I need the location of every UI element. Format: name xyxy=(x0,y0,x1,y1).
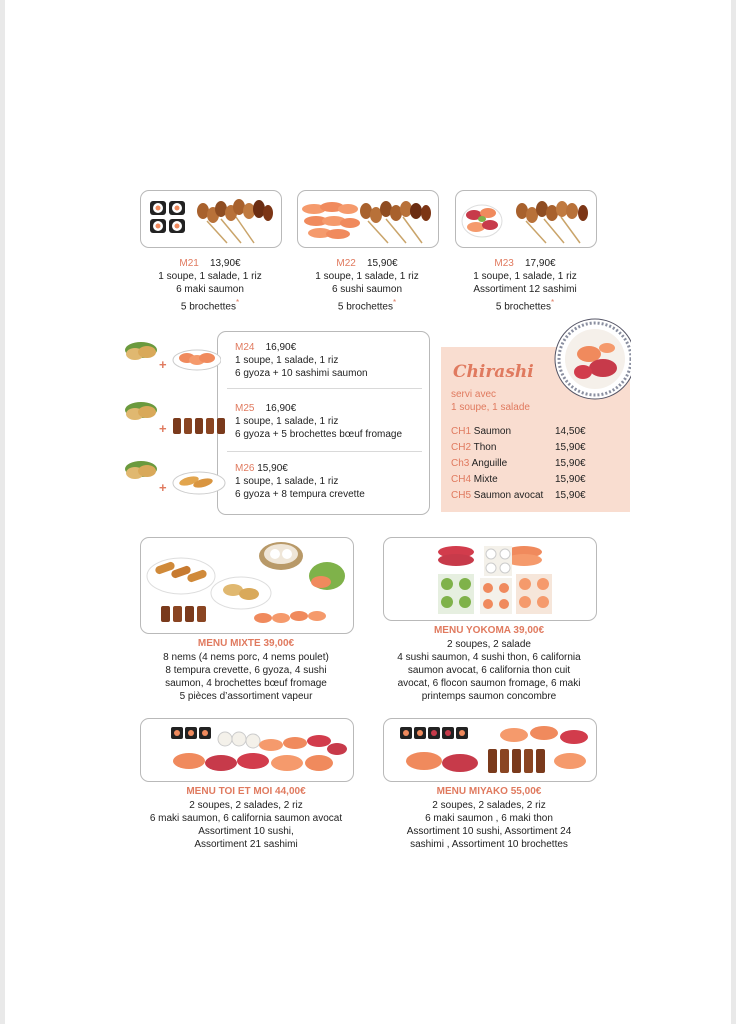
menu-toi-et-moi-image xyxy=(140,718,354,782)
m21-line2: 6 maki saumon xyxy=(176,284,244,295)
m22-price: 15,90€ xyxy=(366,258,398,269)
gyoza-illustration-2 xyxy=(125,402,157,420)
m21-text xyxy=(135,257,285,313)
chirashi-price: 15,90€ xyxy=(555,458,586,469)
sushi-boat-illustration xyxy=(171,727,347,771)
menu-miyako-image xyxy=(383,718,597,782)
menu-page xyxy=(5,0,731,1024)
chirashi-price: 14,50€ xyxy=(555,426,586,437)
m26-line1: 1 soupe, 1 salade, 1 riz xyxy=(235,476,339,487)
gyoza-plate-illustration xyxy=(211,577,271,609)
chirashi-item xyxy=(451,489,621,502)
maki-rolls-illustration xyxy=(150,201,185,233)
chirashi-item xyxy=(451,441,621,454)
m23-star: * xyxy=(550,298,555,307)
m23-code: M23 xyxy=(494,258,514,269)
chirashi-price: 15,90€ xyxy=(555,442,586,453)
skewers-illustration-2 xyxy=(360,201,431,243)
m25-text xyxy=(235,402,430,441)
m21-price: 13,90€ xyxy=(209,258,241,269)
menu-mixte-text xyxy=(130,651,362,703)
menu-miyako-line: 2 soupes, 2 salades, 2 riz xyxy=(432,800,546,811)
chirashi-subtitle-1: servi avec xyxy=(451,389,497,400)
gyoza-divider-2 xyxy=(227,451,422,452)
chirashi-code: CH4 xyxy=(451,474,472,485)
m26-image xyxy=(121,455,231,501)
m26-text xyxy=(235,462,425,501)
menu-toi-et-moi-line: Assortiment 10 sushi, xyxy=(198,826,294,837)
chirashi-code: Ch3 xyxy=(451,458,470,469)
steamed-basket-illustration xyxy=(259,542,303,570)
beef-skewers-illustration-2 xyxy=(161,606,206,622)
menu-miyako-line: Assortiment 10 sushi, Assortiment 24 xyxy=(406,826,572,837)
chirashi-item xyxy=(451,473,621,486)
m21-star: * xyxy=(235,298,240,307)
chirashi-name: Anguille xyxy=(471,458,508,469)
menu-toi-et-moi-title: MENU TOI ET MOI 44,00€ xyxy=(186,786,306,797)
m26-code: M26 xyxy=(235,463,255,474)
menu-toi-et-moi-line: 6 maki saumon, 6 california saumon avocat xyxy=(149,813,343,824)
m23-line3: 5 brochettes xyxy=(495,301,551,313)
m23-line1: 1 soupe, 1 salade, 1 riz xyxy=(473,271,577,282)
chirashi-code: CH5 xyxy=(451,490,472,501)
sashimi-illustration xyxy=(462,205,502,237)
skewers-illustration-3 xyxy=(516,201,588,243)
m24-plus: + xyxy=(159,357,167,372)
gyoza-illustration xyxy=(125,342,157,360)
menu-miyako-line: sashimi , Assortiment 10 brochettes xyxy=(410,839,568,850)
m25-image xyxy=(121,396,231,442)
menu-miyako-text xyxy=(368,799,610,851)
m24-text xyxy=(235,341,425,380)
m25-price: 16,90€ xyxy=(265,403,297,414)
miyako-platter-illustration xyxy=(400,726,588,773)
m23-image xyxy=(455,190,597,248)
menu-yokoma-line: printemps saumon concombre xyxy=(421,691,557,702)
m25-line1: 1 soupe, 1 salade, 1 riz xyxy=(235,416,339,427)
m21-code: M21 xyxy=(179,258,199,269)
menu-yokoma-line: saumon avocat, 6 california thon cuit xyxy=(407,665,571,676)
m25-line2: 6 gyoza + 5 brochettes bœuf fromage xyxy=(235,429,403,440)
chirashi-code: CH1 xyxy=(451,426,472,437)
chirashi-name: Thon xyxy=(473,442,497,453)
m25-plus: + xyxy=(159,421,167,436)
chirashi-name: Mixte xyxy=(473,474,498,485)
m22-line1: 1 soupe, 1 salade, 1 riz xyxy=(315,271,419,282)
tempura-shrimp-illustration xyxy=(173,472,225,494)
m21-image xyxy=(140,190,282,248)
menu-mixte-line: 5 pièces d’assortiment vapeur xyxy=(179,691,313,702)
m26-plus: + xyxy=(159,480,167,495)
m21-line1: 1 soupe, 1 salade, 1 riz xyxy=(158,271,262,282)
menu-toi-et-moi-text xyxy=(125,799,367,851)
chirashi-name: Saumon xyxy=(473,426,512,437)
chirashi-item xyxy=(451,425,621,438)
m24-image xyxy=(121,336,221,382)
menu-mixte-line: 8 nems (4 nems porc, 4 nems poulet) xyxy=(163,652,329,663)
m22-line2: 6 sushi saumon xyxy=(331,284,403,295)
gyoza-illustration-3 xyxy=(125,461,157,479)
m22-star: * xyxy=(392,298,397,307)
m22-image xyxy=(297,190,439,248)
m21-line3: 5 brochettes xyxy=(180,301,236,313)
menu-mixte-image xyxy=(140,537,354,634)
salmon-sashimi-illustration xyxy=(173,350,221,370)
nems-illustration xyxy=(147,558,215,594)
menu-toi-et-moi-line: Assortiment 21 sashimi xyxy=(194,839,298,850)
menu-toi-et-moi-line: 2 soupes, 2 salades, 2 riz xyxy=(189,800,303,811)
menu-mixte-line: 8 tempura crevette, 6 gyoza, 4 sushi xyxy=(165,665,327,676)
m22-code: M22 xyxy=(336,258,356,269)
m24-line1: 1 soupe, 1 salade, 1 riz xyxy=(235,355,339,366)
menu-yokoma-line: avocat, 6 flocon saumon fromage, 6 maki xyxy=(397,678,581,689)
menu-yokoma-line: 4 sushi saumon, 4 sushi thon, 6 california xyxy=(397,652,581,663)
chirashi-code: CH2 xyxy=(451,442,472,453)
m25-code: M25 xyxy=(235,403,255,414)
m26-line2: 6 gyoza + 8 tempura crevette xyxy=(235,489,365,500)
menu-yokoma-text xyxy=(368,638,610,703)
chirashi-subtitle-2: 1 soupe, 1 salade xyxy=(451,402,530,413)
chirashi-price: 15,90€ xyxy=(555,474,586,485)
m22-line3: 5 brochettes xyxy=(337,301,393,313)
sushi-illustration xyxy=(254,611,326,623)
m24-code: M24 xyxy=(235,342,255,353)
chirashi-item xyxy=(451,457,621,470)
menu-yokoma-image xyxy=(383,537,597,621)
chirashi-name: Saumon avocat xyxy=(473,490,544,501)
salmon-sushi-illustration xyxy=(302,202,360,239)
gyoza-divider-1 xyxy=(227,388,422,389)
chirashi-price: 15,90€ xyxy=(555,490,586,501)
menu-yokoma-title: MENU YOKOMA 39,00€ xyxy=(433,625,545,636)
menu-miyako-title: MENU MIYAKO 55,00€ xyxy=(436,786,542,797)
m24-line2: 6 gyoza + 10 sashimi saumon xyxy=(235,368,368,379)
beef-skewers-illustration xyxy=(173,418,225,434)
m23-price: 17,90€ xyxy=(524,258,556,269)
salad-illustration xyxy=(309,562,345,590)
skewers-illustration xyxy=(197,199,273,243)
menu-mixte-title: MENU MIXTE 39,00€ xyxy=(197,638,295,649)
menu-yokoma-line: 2 soupes, 2 salade xyxy=(447,639,531,650)
m23-text xyxy=(445,257,605,313)
m24-price: 16,90€ xyxy=(265,342,297,353)
chirashi-bowl-image xyxy=(551,314,631,404)
chirashi-title: Chirashi xyxy=(453,362,534,382)
m26-price: 15,90€ xyxy=(257,463,288,474)
sushi-platter-illustration xyxy=(438,546,552,614)
menu-miyako-line: 6 maki saumon , 6 maki thon xyxy=(425,813,553,824)
m22-text xyxy=(292,257,442,313)
menu-mixte-line: saumon, 4 brochettes bœuf fromage xyxy=(165,678,327,689)
m23-line2: Assortiment 12 sashimi xyxy=(473,284,577,295)
